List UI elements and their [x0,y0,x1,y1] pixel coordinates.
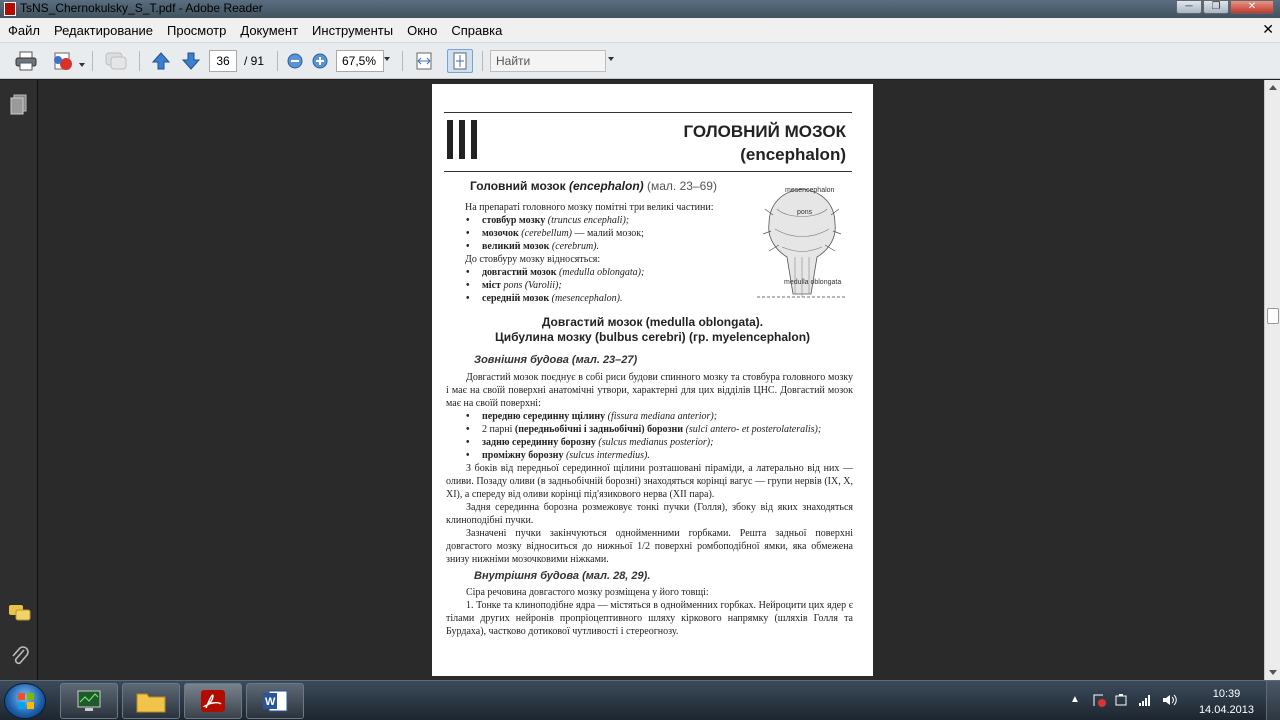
separator [277,51,278,71]
brainstem-figure [757,179,847,309]
zoom-dropdown-icon[interactable] [384,57,390,61]
start-button[interactable] [4,683,46,719]
list-item: • задню серединну борозну (sulcus medianus posterior); [446,436,853,449]
clock-time: 10:39 [1212,688,1241,700]
previous-page-icon[interactable] [149,49,173,73]
chapter-title-latin: (encephalon) [740,145,846,164]
list-item: • проміжну борозну (sulcus intermedius). [446,449,853,462]
share-dropdown-icon[interactable] [79,63,85,67]
paragraph: Задня серединна борозна розмежовує тонкі пучки (Голля), збоку від яких знаходяться клиноподібні пучки. [446,502,853,526]
chapter-number-mark [447,120,477,159]
clock-date: 14.04.2013 [1198,704,1254,716]
medulla-heading-2: Цибулина мозку (bulbus cerebri) (гр. myelencephalon) [494,330,811,344]
list-item: • середній мозок (mesencephalon). [465,292,765,305]
paragraph: Сіра речовина довгастого мозку розміщена у його товщі: [466,587,709,598]
show-desktop-button[interactable] [1266,681,1280,720]
intro-block [465,201,765,305]
list-item: • великий мозок (cerebrum). [465,240,765,253]
chapter-title [684,120,847,166]
list-item: • міст pons (Varolii); [465,279,765,292]
separator [482,51,483,71]
minimize-button[interactable]: ─ [1176,0,1202,14]
list-item: • передню серединну щілину (fissura mediana anterior); [446,410,853,423]
taskbar-monitor-app[interactable] [60,683,118,719]
figure-label-pons: pons [797,209,813,216]
system-tray [1070,681,1280,720]
action-center-icon[interactable] [1092,693,1106,712]
medulla-heading-1: Довгастий мозок (medulla oblongata). [541,315,764,329]
section-heading: Головний мозок (encephalon) (мал. 23–69) [470,179,717,193]
figure-label-medulla: medulla oblongata [784,279,842,286]
external-structure-heading: Зовнішня будова (мал. 23–27) [474,354,638,366]
stem-line: До стовбуру мозку відносяться: [465,254,601,265]
network-icon[interactable] [1138,693,1152,712]
find-input[interactable]: Найти [490,50,606,72]
divider [444,112,852,113]
separator [92,51,93,71]
menu-bar [0,18,1280,43]
divider [444,171,852,172]
taskbar [0,680,1280,720]
internal-structure-block [446,586,853,638]
show-hidden-icons[interactable]: ▲ [1070,694,1080,705]
maximize-button[interactable]: ❐ [1203,0,1229,14]
toolbar [0,43,1280,79]
comments-panel-icon[interactable] [8,603,32,628]
menu-file[interactable]: Файл [8,22,40,38]
pdf-page [432,84,873,676]
paragraph: Довгастий мозок поєднує в собі риси будови спинного мозку та стовбура головного мозку і має на своїй поверхні анатомічні утвори, характерні для цих відділів ЦНС. Довгастий мозок має на своїй поверхні: [446,372,853,409]
menu-window[interactable]: Окно [407,22,438,38]
menu-help[interactable]: Справка [451,22,503,38]
close-button[interactable]: ✕ [1230,0,1274,14]
navigation-pane [0,80,38,680]
find-dropdown-icon[interactable] [608,57,614,61]
list-item: • мозочок (cerebellum) — малий мозок; [465,227,765,240]
attachments-panel-icon[interactable] [10,645,30,672]
system-clock[interactable] [1199,686,1254,718]
zoom-in-icon[interactable] [310,49,330,73]
window-controls [1175,0,1274,14]
list-item: • стовбур мозку (truncus encephali); [465,214,765,227]
page-total: / 91 [244,54,265,68]
menu-document[interactable]: Документ [240,22,299,38]
print-icon[interactable] [13,49,39,73]
taskbar-word[interactable] [246,683,304,719]
figure-label-mesencephalon: mesencephalon [785,187,835,194]
window-title: TsNS_Chernokulsky_S_T.pdf - Adobe Reader [20,1,263,15]
next-page-icon[interactable] [179,49,203,73]
list-item: • довгастий мозок (medulla oblongata); [465,266,765,279]
pages-panel-icon[interactable] [9,94,29,121]
taskbar-adobe-reader[interactable] [184,683,242,719]
close-document-icon[interactable]: ✕ [1262,21,1274,37]
fit-page-icon[interactable] [447,49,473,73]
menu-edit[interactable]: Редактирование [53,22,153,38]
scrollbar-thumb[interactable] [1267,308,1279,324]
vertical-scrollbar[interactable] [1264,80,1280,680]
svg-text:W: W [265,696,276,708]
taskbar-explorer[interactable] [122,683,180,719]
menu-tools[interactable]: Инструменты [312,22,394,38]
adobe-reader-icon [4,2,16,16]
separator [402,51,403,71]
zoom-level-select[interactable]: 67,5% [336,50,384,72]
internal-structure-heading: Внутрішня будова (мал. 28, 29). [474,570,651,582]
chapter-title-main: ГОЛОВНИЙ МОЗОК [683,122,846,141]
comment-icon[interactable] [102,49,130,73]
battery-icon[interactable] [1114,693,1128,712]
fit-width-icon[interactable] [412,49,436,73]
zoom-out-icon[interactable] [285,49,305,73]
scroll-down-icon[interactable] [1269,670,1277,675]
paragraph: Зазначені пучки закінчуються однойменними горбками. Решта задньої поверхні довгастого мозку відноситься до нижньої 1/2 поверхні ромбоподібної ямки, яка обмежена знизу нижніми мозочковими ніжками. [446,528,853,565]
scroll-up-icon[interactable] [1269,85,1277,90]
volume-icon[interactable] [1162,693,1178,712]
external-structure-block [446,371,853,566]
paragraph: 1. Тонке та клиноподібне ядра — містяться в однойменних горбках. Нейроцити цих ядер є тілами других нейронів пропріоцептивного шляху кіркового напрямку (шляхів Голля та Бурдаха), частково дотикової чутливості і стереогнозу. [446,600,853,637]
separator [139,51,140,71]
paragraph: З боків від передньої серединної щілини розташовані піраміди, а латерально від них — оливи. Позаду оливи (в задньобічній борозні) знаходяться корінці вагус — групи нервів (IX, X, XI), а спереду від оливи корінці під'язикового нерва (XII пара). [446,463,853,500]
intro-line: На препараті головного мозку помітні три великі частини: [465,202,714,213]
title-bar [0,0,1280,18]
menu-view[interactable]: Просмотр [167,22,227,38]
list-item: • 2 парні (передньобічні і задньобічні) борозни (sulci antero- et posterolateralis); [446,423,853,436]
page-number-input[interactable]: 36 [209,50,237,72]
share-icon[interactable] [49,49,79,73]
